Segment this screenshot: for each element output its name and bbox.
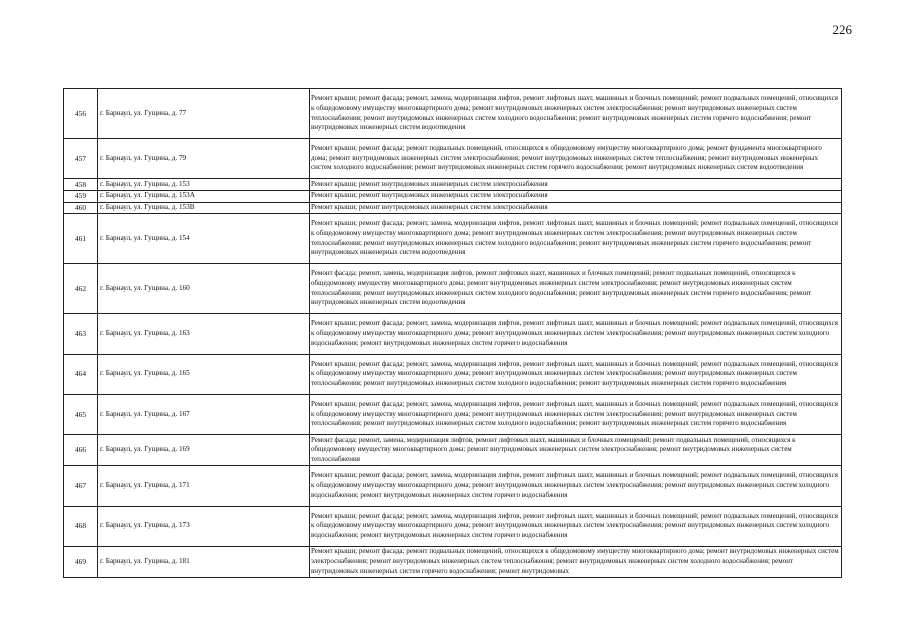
row-number: 459 [64,190,98,202]
table-row [64,214,842,264]
row-number: 468 [64,506,98,546]
row-number: 458 [64,179,98,191]
table-row [64,264,842,314]
row-address: г. Барнаул, ул. Гущина, д. 167 [98,394,310,434]
row-works: Ремонт крыши; ремонт фасада; ремонт, замена, модернизация лифтов, ремонт лифтовых шахт, машинных и блочных помещений; ремонт подвальных помещений, относящихся к общедомовому имуществу многоквартирного дома; ремонт внутридомовых инженерных систем электроснабжения; ремонт внутридомовых инженерных систем теплоснабжения; ремонт внутридомовых инженерных систем холодного водоснабжения; ремонт внутридомовых инженерных систем горячего водоснабжения; ремонт внутридомовых инженерных систем водоотведения [310,214,842,264]
row-address: г. Барнаул, ул. Гущина, д. 163 [98,314,310,354]
table-row [64,190,842,202]
row-address: г. Барнаул, ул. Гущина, д. 79 [98,139,310,179]
row-address: г. Барнаул, ул. Гущина, д. 77 [98,89,310,139]
repair-works-table [63,88,842,578]
table-row [64,89,842,139]
row-works: Ремонт крыши; ремонт фасада; ремонт, замена, модернизация лифтов, ремонт лифтовых шахт, машинных и блочных помещений; ремонт подвальных помещений, относящихся к общедомовому имуществу многоквартирного дома; ремонт внутридомовых инженерных систем электроснабжения; ремонт внутридомовых инженерных систем теплоснабжения; ремонт внутридомовых инженерных систем холодного водоснабжения; ремонт внутридомовых инженерных систем горячего водоснабжения; ремонт внутридомовых инженерных систем водоотведения [310,89,842,139]
page-number: 226 [832,22,852,37]
row-works: Ремонт крыши; ремонт фасада; ремонт подвальных помещений, относящихся к общедомовому имуществу многоквартирного дома; ремонт внутридомовых инженерных систем электроснабжения; ремонт внутридомовых инженерных систем теплоснабжения; ремонт внутридомовых инженерных систем холодного водоснабжения; ремонт внутридомовых инженерных систем горячего водоснабжения; ремонт внутридомовых [310,546,842,577]
row-address: г. Барнаул, ул. Гущина, д. 165 [98,354,310,394]
row-number: 469 [64,546,98,577]
table-row [64,435,842,466]
table-body [64,89,842,578]
row-works: Ремонт крыши; ремонт фасада; ремонт подвальных помещений, относящихся к общедомовому имуществу многоквартирного дома; ремонт фундамента многоквартирного дома; ремонт внутридомовых инженерных систем электроснабжения; ремонт внутридомовых инженерных систем теплоснабжения; ремонт внутридомовых инженерных систем холодного водоснабжения; ремонт внутридомовых инженерных систем горячего водоснабжения; ремонт внутридомовых инженерных систем водоотведения [310,139,842,179]
row-number: 465 [64,394,98,434]
row-works: Ремонт крыши; ремонт внутридомовых инженерных систем электроснабжения [310,179,842,191]
row-number: 467 [64,466,98,506]
row-address: г. Барнаул, ул. Гущина, д. 171 [98,466,310,506]
row-address: г. Барнаул, ул. Гущина, д. 160 [98,264,310,314]
row-address: г. Барнаул, ул. Гущина, д. 169 [98,435,310,466]
row-works: Ремонт фасада; ремонт, замена, модернизация лифтов, ремонт лифтовых шахт, машинных и блочных помещений; ремонт подвальных помещений, относящихся к общедомовому имуществу многоквартирного дома; ремонт внутридомовых инженерных систем электроснабжения; ремонт внутридомовых инженерных систем теплоснабжения; ремонт внутридомовых инженерных систем холодного водоснабжения; ремонт внутридомовых инженерных систем горячего водоснабжения; ремонт внутридомовых инженерных систем водоотведения [310,264,842,314]
table-row [64,394,842,434]
row-address: г. Барнаул, ул. Гущина, д. 153 [98,179,310,191]
row-works: Ремонт крыши; ремонт фасада; ремонт, замена, модернизация лифтов, ремонт лифтовых шахт, машинных и блочных помещений; ремонт подвальных помещений, относящихся к общедомовому имуществу многоквартирного дома; ремонт внутридомовых инженерных систем электроснабжения; ремонт внутридомовых инженерных систем холодного водоснабжения; ремонт внутридомовых инженерных систем горячего водоснабжения [310,506,842,546]
row-number: 457 [64,139,98,179]
table-row [64,202,842,214]
row-number: 461 [64,214,98,264]
table-row [64,506,842,546]
row-works: Ремонт крыши; ремонт фасада; ремонт, замена, модернизация лифтов, ремонт лифтовых шахт, машинных и блочных помещений; ремонт подвальных помещений, относящихся к общедомовому имуществу многоквартирного дома; ремонт внутридомовых инженерных систем электроснабжения; ремонт внутридомовых инженерных систем теплоснабжения; ремонт внутридомовых инженерных систем холодного водоснабжения; ремонт внутридомовых инженерных систем горячего водоснабжения [310,354,842,394]
table-row [64,546,842,577]
row-number: 462 [64,264,98,314]
row-works: Ремонт крыши; ремонт фасада; ремонт, замена, модернизация лифтов, ремонт лифтовых шахт, машинных и блочных помещений; ремонт подвальных помещений, относящихся к общедомовому имуществу многоквартирного дома; ремонт внутридомовых инженерных систем электроснабжения; ремонт внутридомовых инженерных систем холодного водоснабжения; ремонт внутридомовых инженерных систем горячего водоснабжения [310,466,842,506]
row-number: 464 [64,354,98,394]
row-number: 460 [64,202,98,214]
row-address: г. Барнаул, ул. Гущина, д. 173 [98,506,310,546]
table-row [64,354,842,394]
row-works: Ремонт крыши; ремонт внутридомовых инженерных систем электроснабжения [310,202,842,214]
row-number: 463 [64,314,98,354]
row-works: Ремонт фасада; ремонт, замена, модернизация лифтов, ремонт лифтовых шахт, машинных и блочных помещений; ремонт подвальных помещений, относящихся к общедомовому имуществу многоквартирного дома; ремонт внутридомовых инженерных систем электроснабжения; ремонт внутридомовых инженерных систем теплоснабжения [310,435,842,466]
row-address: г. Барнаул, ул. Гущина, д. 181 [98,546,310,577]
row-number: 456 [64,89,98,139]
row-works: Ремонт крыши; ремонт фасада; ремонт, замена, модернизация лифтов, ремонт лифтовых шахт, машинных и блочных помещений; ремонт подвальных помещений, относящихся к общедомовому имуществу многоквартирного дома; ремонт внутридомовых инженерных систем электроснабжения; ремонт внутридомовых инженерных систем теплоснабжения; ремонт внутридомовых инженерных систем холодного водоснабжения; ремонт внутридомовых инженерных систем горячего водоснабжения [310,394,842,434]
row-works: Ремонт крыши; ремонт фасада; ремонт, замена, модернизация лифтов, ремонт лифтовых шахт, машинных и блочных помещений; ремонт подвальных помещений, относящихся к общедомовому имуществу многоквартирного дома; ремонт внутридомовых инженерных систем электроснабжения; ремонт внутридомовых инженерных систем холодного водоснабжения; ремонт внутридомовых инженерных систем горячего водоснабжения [310,314,842,354]
row-number: 466 [64,435,98,466]
row-address: г. Барнаул, ул. Гущина, д. 153В [98,202,310,214]
row-address: г. Барнаул, ул. Гущина, д. 153А [98,190,310,202]
table-row [64,139,842,179]
table-row [64,314,842,354]
row-works: Ремонт крыши; ремонт внутридомовых инженерных систем электроснабжения [310,190,842,202]
table-row [64,466,842,506]
table-row [64,179,842,191]
row-address: г. Барнаул, ул. Гущина, д. 154 [98,214,310,264]
